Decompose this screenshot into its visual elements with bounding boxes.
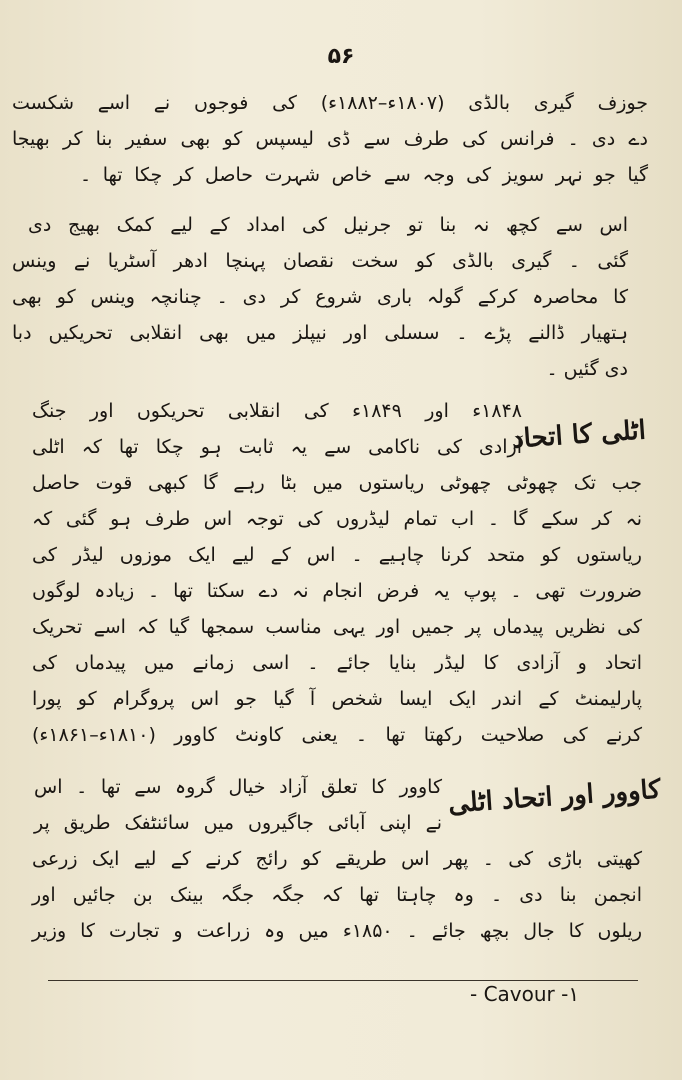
text-line: گئی ۔ گیری بالڈی کو سخت نقصان پہنچا ادھر آسٹریا نے وینس [12, 250, 628, 272]
text-line: اتحاد و آزادی کا لیڈر بنایا جائے ۔ اسی زمانے میں پیدماں کی [32, 652, 642, 674]
text-line: ریاستوں کو متحد کرنا چاہیے ۔ اس کے لیے ایک موزوں لیڈر کی [32, 544, 642, 566]
text-line: جب تک چھوٹی چھوٹی ریاستوں میں بٹا رہے گا کبھی قوت حاصل [32, 472, 642, 494]
section-1-body [12, 394, 642, 764]
footnote: - Cavour -۱ [470, 982, 580, 1006]
section-heading-italy-unification: اٹلی کا اتحاد [511, 415, 647, 455]
text-line: ہتھیار ڈالنے پڑے ۔ سسلی اور نیپلز میں بھی انقلابی تحریکیں دبا [12, 322, 628, 344]
section-2-body [12, 770, 642, 970]
footnote-divider [48, 980, 638, 981]
section-heading-cavour: کاوور اور اتحاد اٹلی [447, 774, 662, 820]
text-line: کی نظریں پیدماں پر جمیں اور یہی مناسب سمجھا گیا کہ اسے تحریک [32, 616, 642, 638]
text-line: اس سے کچھ نہ بنا تو جرنیل کی امداد کے لیے کمک بھیج دی [28, 214, 628, 236]
text-line: پارلیمنٹ کے اندر ایک ایسا شخص آ گیا جو اس پروگرام کو پورا [32, 688, 642, 710]
paragraph-1 [12, 86, 648, 196]
text-line: دے دی ۔ فرانس کی طرف سے ڈی لیسپس کو بھی سفیر بنا کر بھیجا [12, 128, 648, 150]
text-line: نہ کر سکے گا ۔ اب تمام لیڈروں کی توجہ اس طرف ہو گئی کہ [32, 508, 642, 530]
text-line: ۱۸۴۸ء اور ۱۸۴۹ء کی انقلابی تحریکوں اور جنگ [32, 400, 522, 422]
text-line: ضرورت تھی ۔ پوپ یہ فرض انجام نہ دے سکتا تھا ۔ زیادہ لوگوں [32, 580, 642, 602]
text-line: ریلوں کا جال بچھ جائے ۔ ۱۸۵۰ء میں وہ زراعت و تجارت کا وزیر [32, 920, 643, 942]
text-line: آزادی کی ناکامی سے یہ ثابت ہو چکا تھا کہ اٹلی [32, 436, 522, 458]
text-line: کاوور کا تعلق آزاد خیال گروہ سے تھا ۔ اس [34, 776, 442, 798]
text-line: دی گئیں ۔ [546, 358, 628, 380]
text-line: کرنے کی صلاحیت رکھتا تھا ۔ یعنی کاونٹ کاوور (۱۸۱۰ء–۱۸۶۱ء) [32, 724, 642, 746]
text-line: جوزف گیری بالڈی (۱۸۰۷ء–۱۸۸۲ء) کی فوجوں نے اسے شکست [12, 92, 649, 114]
page-number: ۵۶ [327, 44, 355, 69]
text-line: کھیتی باڑی کی ۔ پھر اس طریقے کو رائج کرنے کے لیے ایک زرعی [32, 848, 642, 870]
text-line: نے اپنی آبائی جاگیروں میں سائنٹفک طریق پر [34, 812, 442, 834]
paragraph-2 [12, 208, 628, 398]
text-line: گیا جو نہر سویز کی وجہ سے خاص شہرت حاصل کر چکا تھا ۔ [80, 164, 648, 186]
text-line: انجمن بنا دی ۔ وہ چاہتا تھا کہ جگہ جگہ بینک بن جائیں اور [32, 884, 642, 906]
text-line: کا محاصرہ کرکے گولہ باری شروع کر دی ۔ چنانچہ وینس کو بھی [12, 286, 628, 308]
